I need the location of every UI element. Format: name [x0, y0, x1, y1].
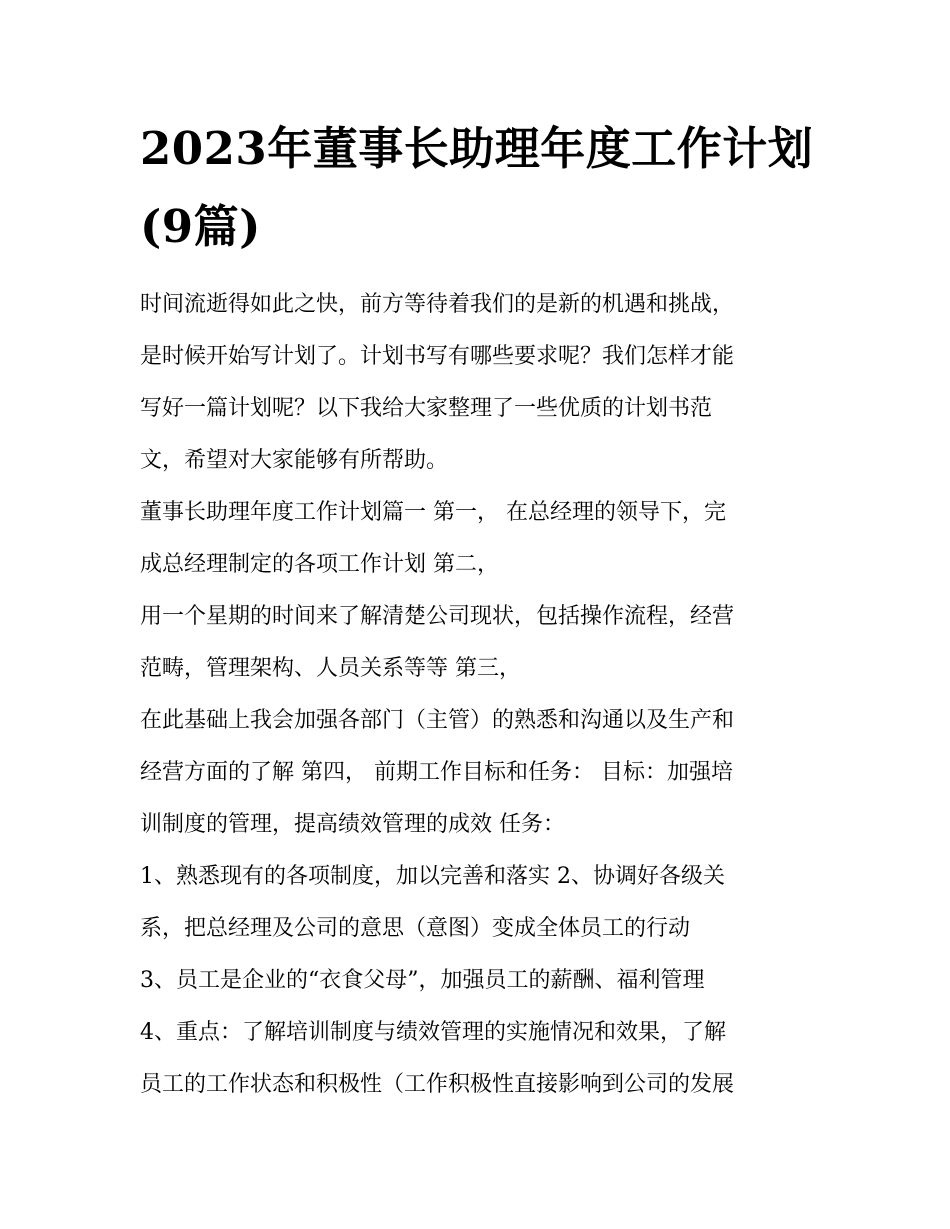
- document-body: [140, 279, 812, 1111]
- paragraph-line: 3、员工是企业的“衣食父母”，加强员工的薪酬、福利管理: [140, 968, 705, 993]
- paragraph-line: 员工的工作状态和积极性（工作积极性直接影响到公司的发展: [140, 1072, 735, 1097]
- paragraph-line: 系，把总经理及公司的意思（意图）变成全体员工的行动: [140, 916, 691, 941]
- paragraph-line: 文，希望对大家能够有所帮助。: [140, 448, 449, 473]
- paragraph-line: 董事长助理年度工作计划篇一 第一， 在总经理的领导下，完: [140, 500, 726, 525]
- paragraph-line: 4、重点：了解培训制度与绩效管理的实施情况和效果，了解: [140, 1020, 726, 1045]
- paragraph-line: 在此基础上我会加强各部门（主管）的熟悉和沟通以及生产和: [140, 708, 735, 733]
- paragraph-line: 是时候开始写计划了。计划书写有哪些要求呢？我们怎样才能: [140, 344, 735, 369]
- paragraph-line: 成总经理制定的各项工作计划 第二，: [140, 552, 499, 577]
- paragraph-line: 用一个星期的时间来了解清楚公司现状，包括操作流程，经营: [140, 604, 735, 629]
- paragraph-line: 经营方面的了解 第四， 前期工作目标和任务： 目标：加强培: [140, 760, 733, 785]
- paragraph-line: 时间流逝得如此之快，前方等待着我们的是新的机遇和挑战，: [140, 292, 735, 317]
- paragraph-line: 范畴，管理架构、人员关系等等 第三，: [140, 656, 521, 681]
- document-title: 2023年董事长助理年度工作计划(9篇): [140, 122, 814, 253]
- paragraph-line: 1、熟悉现有的各项制度，加以完善和落实 2、协调好各级关: [140, 864, 725, 889]
- paragraph-line: 训制度的管理，提高绩效管理的成效 任务：: [140, 812, 565, 837]
- paragraph-line: 写好一篇计划呢？以下我给大家整理了一些优质的计划书范: [140, 396, 713, 421]
